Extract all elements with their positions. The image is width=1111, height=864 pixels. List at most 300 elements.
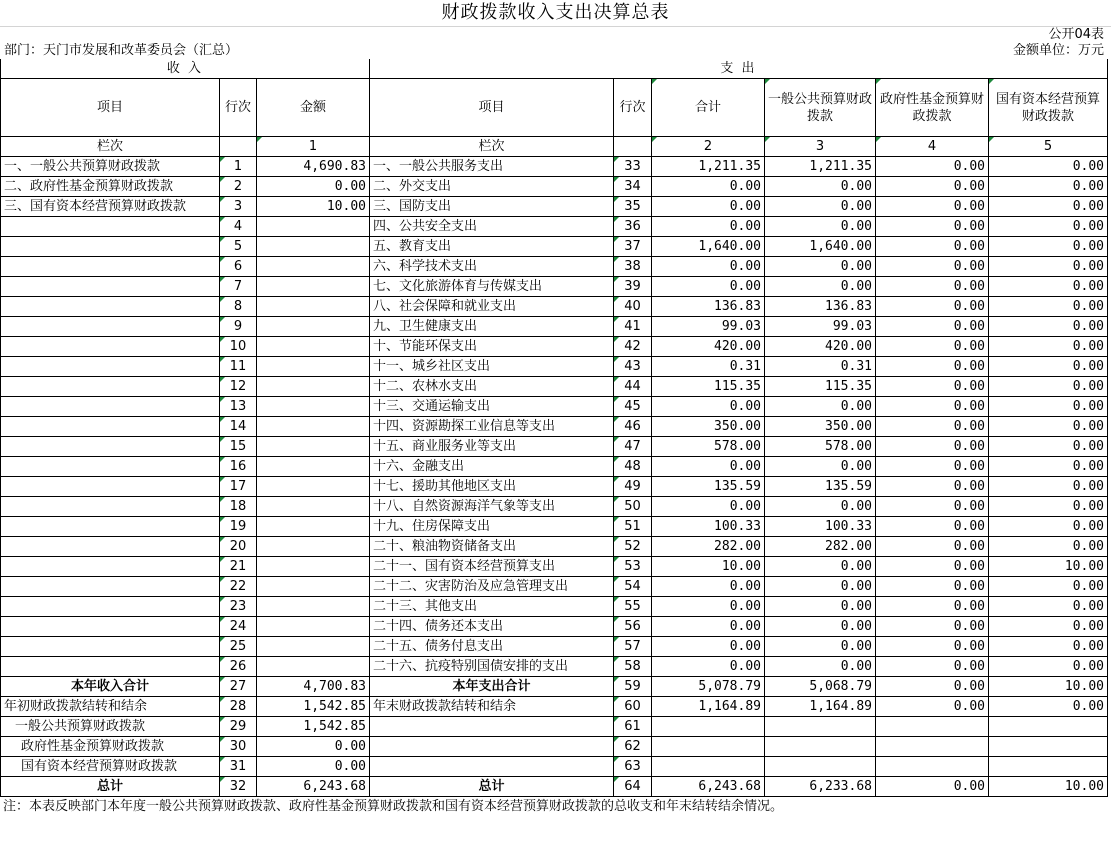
expense-total: 0.00 [652, 457, 765, 477]
expense-item [370, 737, 614, 757]
table-row [1, 237, 1108, 257]
income-col-index-label: 栏次 [1, 137, 220, 157]
expense-gov-fund [876, 757, 989, 777]
expense-col-index-label: 栏次 [370, 137, 614, 157]
expense-state-capital: 0.00 [989, 357, 1108, 377]
expense-gov-fund [876, 717, 989, 737]
income-item: 总计 [1, 777, 220, 797]
income-amount [257, 337, 370, 357]
expense-line-no: 45 [614, 397, 652, 417]
expense-item: 二十六、抗疫特别国债安排的支出 [370, 657, 614, 677]
expense-general-budget: 0.00 [765, 457, 876, 477]
table-row [1, 357, 1108, 377]
expense-item: 四、公共安全支出 [370, 217, 614, 237]
income-line-no: 27 [220, 677, 257, 697]
income-item [1, 297, 220, 317]
table-row [1, 397, 1108, 417]
expense-total: 0.00 [652, 397, 765, 417]
expense-state-capital: 0.00 [989, 377, 1108, 397]
income-line-no: 5 [220, 237, 257, 257]
expense-state-capital: 0.00 [989, 417, 1108, 437]
expense-total: 0.00 [652, 257, 765, 277]
income-amount-header: 金额 [257, 79, 370, 137]
income-item [1, 637, 220, 657]
table-row [1, 657, 1108, 677]
expense-total: 0.00 [652, 617, 765, 637]
expense-gov-fund: 0.00 [876, 477, 989, 497]
table-row [1, 197, 1108, 217]
expense-item: 一、一般公共服务支出 [370, 157, 614, 177]
expense-line-no: 35 [614, 197, 652, 217]
income-amount [257, 557, 370, 577]
income-amount: 4,690.83 [257, 157, 370, 177]
expense-gov-fund: 0.00 [876, 177, 989, 197]
expense-total: 578.00 [652, 437, 765, 457]
income-amount [257, 437, 370, 457]
income-amount: 4,700.83 [257, 677, 370, 697]
expense-general-budget: 0.00 [765, 497, 876, 517]
expense-total: 420.00 [652, 337, 765, 357]
fiscal-summary-table [0, 26, 1108, 797]
income-item [1, 537, 220, 557]
expense-state-capital [989, 737, 1108, 757]
expense-item: 五、教育支出 [370, 237, 614, 257]
expense-state-capital: 0.00 [989, 597, 1108, 617]
expense-state-capital [989, 717, 1108, 737]
expense-line-no: 39 [614, 277, 652, 297]
expense-line-no: 63 [614, 757, 652, 777]
income-line-no: 15 [220, 437, 257, 457]
expense-total: 115.35 [652, 377, 765, 397]
income-item: 一、一般公共预算财政拨款 [1, 157, 220, 177]
expense-total: 6,243.68 [652, 777, 765, 797]
expense-item-header: 项目 [370, 79, 614, 137]
income-amount [257, 477, 370, 497]
expense-state-capital: 0.00 [989, 277, 1108, 297]
expense-gov-fund: 0.00 [876, 677, 989, 697]
expense-gov-fund: 0.00 [876, 257, 989, 277]
department-label: 部门：天门市发展和改革委员会（汇总） [4, 43, 239, 58]
income-item [1, 557, 220, 577]
expense-gov-fund: 0.00 [876, 617, 989, 637]
expense-item: 二、外交支出 [370, 177, 614, 197]
income-item [1, 397, 220, 417]
expense-general-budget: 0.00 [765, 197, 876, 217]
expense-gov-fund: 0.00 [876, 457, 989, 477]
income-item: 二、政府性基金预算财政拨款 [1, 177, 220, 197]
expense-gov-fund: 0.00 [876, 557, 989, 577]
expense-total: 350.00 [652, 417, 765, 437]
expense-line-no: 62 [614, 737, 652, 757]
expense-general-budget: 0.31 [765, 357, 876, 377]
expense-line-no: 58 [614, 657, 652, 677]
income-line-no: 20 [220, 537, 257, 557]
expense-general-budget: 578.00 [765, 437, 876, 457]
expense-state-capital: 0.00 [989, 497, 1108, 517]
table-row [1, 417, 1108, 437]
expense-item: 总计 [370, 777, 614, 797]
expense-total: 136.83 [652, 297, 765, 317]
expense-item: 十七、援助其他地区支出 [370, 477, 614, 497]
income-item [1, 277, 220, 297]
expense-general-budget: 5,068.79 [765, 677, 876, 697]
income-line-no: 32 [220, 777, 257, 797]
expense-line-no: 33 [614, 157, 652, 177]
expense-general-budget: 0.00 [765, 597, 876, 617]
table-row [1, 277, 1108, 297]
expense-total: 0.00 [652, 577, 765, 597]
expense-general-budget: 0.00 [765, 617, 876, 637]
expense-state-capital: 0.00 [989, 317, 1108, 337]
expense-section-header: 支 出 [370, 59, 1108, 79]
income-line-no: 21 [220, 557, 257, 577]
income-col-index-amount: 1 [257, 137, 370, 157]
income-item: 政府性基金预算财政拨款 [1, 737, 220, 757]
income-line-header: 行次 [220, 79, 257, 137]
expense-total [652, 737, 765, 757]
income-amount [257, 377, 370, 397]
expense-general-budget: 99.03 [765, 317, 876, 337]
income-line-no: 11 [220, 357, 257, 377]
expense-gov-fund: 0.00 [876, 417, 989, 437]
expense-total: 0.00 [652, 657, 765, 677]
income-item: 年初财政拨款结转和结余 [1, 697, 220, 717]
expense-item: 十四、资源勘探工业信息等支出 [370, 417, 614, 437]
expense-gov-fund: 0.00 [876, 337, 989, 357]
expense-state-capital: 0.00 [989, 637, 1108, 657]
expense-item: 三、国防支出 [370, 197, 614, 217]
expense-general-budget: 0.00 [765, 577, 876, 597]
expense-col-index-capital: 5 [989, 137, 1108, 157]
income-line-no: 13 [220, 397, 257, 417]
expense-general-budget: 135.59 [765, 477, 876, 497]
expense-line-no: 57 [614, 637, 652, 657]
income-amount: 6,243.68 [257, 777, 370, 797]
expense-total-header: 合计 [652, 79, 765, 137]
expense-gov-fund: 0.00 [876, 577, 989, 597]
expense-gov-fund: 0.00 [876, 697, 989, 717]
income-line-no: 28 [220, 697, 257, 717]
expense-item: 十二、农林水支出 [370, 377, 614, 397]
expense-gov-fund: 0.00 [876, 537, 989, 557]
income-line-no: 7 [220, 277, 257, 297]
income-line-no: 14 [220, 417, 257, 437]
table-row [1, 317, 1108, 337]
table-row [1, 497, 1108, 517]
expense-line-no: 41 [614, 317, 652, 337]
expense-item: 二十二、灾害防治及应急管理支出 [370, 577, 614, 597]
table-row [1, 557, 1108, 577]
expense-general-budget: 0.00 [765, 177, 876, 197]
expense-gov-fund: 0.00 [876, 597, 989, 617]
expense-line-no: 43 [614, 357, 652, 377]
income-line-no: 30 [220, 737, 257, 757]
expense-line-no: 54 [614, 577, 652, 597]
expense-state-capital: 10.00 [989, 557, 1108, 577]
income-amount [257, 497, 370, 517]
expense-state-capital: 0.00 [989, 197, 1108, 217]
table-row [1, 517, 1108, 537]
expense-gov-fund: 0.00 [876, 517, 989, 537]
expense-total: 282.00 [652, 537, 765, 557]
expense-state-capital: 0.00 [989, 477, 1108, 497]
income-section-header: 收 入 [1, 59, 370, 79]
income-amount [257, 517, 370, 537]
expense-line-no: 59 [614, 677, 652, 697]
expense-item: 二十三、其他支出 [370, 597, 614, 617]
expense-general-budget: 282.00 [765, 537, 876, 557]
income-amount [257, 537, 370, 557]
table-row [1, 677, 1108, 697]
expense-line-no: 36 [614, 217, 652, 237]
income-item [1, 237, 220, 257]
expense-item: 十八、自然资源海洋气象等支出 [370, 497, 614, 517]
income-line-no: 22 [220, 577, 257, 597]
expense-total [652, 757, 765, 777]
expense-line-no: 60 [614, 697, 652, 717]
income-item [1, 477, 220, 497]
unit-label: 金额单位：万元 [1012, 43, 1104, 58]
income-line-no: 2 [220, 177, 257, 197]
expense-item: 十一、城乡社区支出 [370, 357, 614, 377]
expense-item: 本年支出合计 [370, 677, 614, 697]
table-row [1, 437, 1108, 457]
expense-general-budget: 0.00 [765, 557, 876, 577]
expense-item: 十六、金融支出 [370, 457, 614, 477]
expense-line-no: 56 [614, 617, 652, 637]
expense-gov-fund: 0.00 [876, 237, 989, 257]
expense-line-no: 64 [614, 777, 652, 797]
income-amount [257, 317, 370, 337]
expense-general-budget: 115.35 [765, 377, 876, 397]
expense-line-no: 38 [614, 257, 652, 277]
expense-state-capital: 0.00 [989, 537, 1108, 557]
income-item [1, 357, 220, 377]
expense-state-capital: 0.00 [989, 697, 1108, 717]
income-amount: 1,542.85 [257, 697, 370, 717]
table-row [1, 377, 1108, 397]
expense-state-capital: 0.00 [989, 177, 1108, 197]
expense-item: 年末财政拨款结转和结余 [370, 697, 614, 717]
income-amount: 0.00 [257, 757, 370, 777]
page-title: 财政拨款收入支出决算总表 [0, 0, 1111, 27]
income-item: 一般公共预算财政拨款 [1, 717, 220, 737]
expense-general-budget: 0.00 [765, 277, 876, 297]
income-amount [257, 417, 370, 437]
table-row [1, 597, 1108, 617]
expense-state-capital: 0.00 [989, 437, 1108, 457]
expense-line-no: 53 [614, 557, 652, 577]
table-row [1, 617, 1108, 637]
income-amount [257, 617, 370, 637]
income-item [1, 517, 220, 537]
expense-item [370, 757, 614, 777]
expense-gov-fund: 0.00 [876, 657, 989, 677]
expense-line-no: 51 [614, 517, 652, 537]
expense-general-budget: 100.33 [765, 517, 876, 537]
expense-general-budget: 350.00 [765, 417, 876, 437]
expense-total: 1,211.35 [652, 157, 765, 177]
expense-item: 八、社会保障和就业支出 [370, 297, 614, 317]
table-row [1, 717, 1108, 737]
expense-total: 0.00 [652, 637, 765, 657]
expense-line-no: 49 [614, 477, 652, 497]
income-line-no: 18 [220, 497, 257, 517]
income-item [1, 577, 220, 597]
expense-col-index-general: 3 [765, 137, 876, 157]
expense-col-index-total: 2 [652, 137, 765, 157]
expense-total: 0.00 [652, 277, 765, 297]
expense-total: 1,640.00 [652, 237, 765, 257]
expense-general-budget: 1,640.00 [765, 237, 876, 257]
expense-total: 1,164.89 [652, 697, 765, 717]
income-amount: 0.00 [257, 737, 370, 757]
expense-state-capital: 0.00 [989, 517, 1108, 537]
income-amount [257, 257, 370, 277]
income-amount [257, 277, 370, 297]
table-row [1, 577, 1108, 597]
expense-general-budget: 136.83 [765, 297, 876, 317]
table-row [1, 697, 1108, 717]
expense-line-no: 42 [614, 337, 652, 357]
income-item-header: 项目 [1, 79, 220, 137]
expense-total: 99.03 [652, 317, 765, 337]
expense-general-budget: 0.00 [765, 637, 876, 657]
state-capital-header: 国有资本经营预算财政拨款 [989, 79, 1108, 137]
expense-total: 0.31 [652, 357, 765, 377]
expense-col-index-fund: 4 [876, 137, 989, 157]
income-amount [257, 657, 370, 677]
expense-item: 十九、住房保障支出 [370, 517, 614, 537]
income-line-no: 25 [220, 637, 257, 657]
income-line-no: 23 [220, 597, 257, 617]
income-line-no: 4 [220, 217, 257, 237]
income-amount [257, 597, 370, 617]
table-row [1, 757, 1108, 777]
expense-total: 135.59 [652, 477, 765, 497]
income-item [1, 217, 220, 237]
expense-item: 二十四、债务还本支出 [370, 617, 614, 637]
expense-total [652, 717, 765, 737]
expense-gov-fund: 0.00 [876, 637, 989, 657]
expense-state-capital: 0.00 [989, 237, 1108, 257]
expense-gov-fund: 0.00 [876, 317, 989, 337]
expense-state-capital: 0.00 [989, 217, 1108, 237]
expense-state-capital [989, 757, 1108, 777]
expense-state-capital: 0.00 [989, 297, 1108, 317]
income-amount: 0.00 [257, 177, 370, 197]
general-budget-header: 一般公共预算财政拨款 [765, 79, 876, 137]
expense-item [370, 717, 614, 737]
expense-general-budget: 1,164.89 [765, 697, 876, 717]
expense-item: 七、文化旅游体育与传媒支出 [370, 277, 614, 297]
income-line-no: 17 [220, 477, 257, 497]
table-row [1, 477, 1108, 497]
expense-general-budget: 1,211.35 [765, 157, 876, 177]
income-item [1, 497, 220, 517]
expense-total: 0.00 [652, 177, 765, 197]
income-amount: 1,542.85 [257, 717, 370, 737]
expense-gov-fund: 0.00 [876, 357, 989, 377]
expense-gov-fund [876, 737, 989, 757]
expense-total: 0.00 [652, 217, 765, 237]
expense-item: 二十五、债务付息支出 [370, 637, 614, 657]
expense-line-no: 46 [614, 417, 652, 437]
income-amount: 10.00 [257, 197, 370, 217]
expense-gov-fund: 0.00 [876, 397, 989, 417]
expense-gov-fund: 0.00 [876, 377, 989, 397]
expense-item: 六、科学技术支出 [370, 257, 614, 277]
expense-item: 二十、粮油物资储备支出 [370, 537, 614, 557]
expense-line-no: 61 [614, 717, 652, 737]
expense-state-capital: 0.00 [989, 157, 1108, 177]
income-line-no: 24 [220, 617, 257, 637]
income-item [1, 597, 220, 617]
expense-item: 十、节能环保支出 [370, 337, 614, 357]
income-item: 国有资本经营预算财政拨款 [1, 757, 220, 777]
income-amount [257, 357, 370, 377]
table-row [1, 177, 1108, 197]
expense-total: 0.00 [652, 197, 765, 217]
expense-line-no: 44 [614, 377, 652, 397]
table-note: 注：本表反映部门本年度一般公共预算财政拨款、政府性基金预算财政拨款和国有资本经营预算财政拨款的总收支和年末结转结余情况。 [3, 799, 784, 814]
table-row [1, 457, 1108, 477]
expense-item: 十三、交通运输支出 [370, 397, 614, 417]
income-amount [257, 217, 370, 237]
expense-state-capital: 0.00 [989, 617, 1108, 637]
expense-state-capital: 0.00 [989, 397, 1108, 417]
expense-line-no: 34 [614, 177, 652, 197]
expense-line-no: 50 [614, 497, 652, 517]
expense-gov-fund: 0.00 [876, 217, 989, 237]
income-item [1, 337, 220, 357]
expense-line-no: 47 [614, 437, 652, 457]
income-item [1, 457, 220, 477]
table-row [1, 737, 1108, 757]
form-id: 公开04表 [1048, 27, 1104, 42]
expense-general-budget [765, 757, 876, 777]
income-item [1, 377, 220, 397]
table-row [1, 157, 1108, 177]
expense-total: 100.33 [652, 517, 765, 537]
expense-gov-fund: 0.00 [876, 297, 989, 317]
income-amount [257, 397, 370, 417]
income-amount [257, 297, 370, 317]
expense-gov-fund: 0.00 [876, 157, 989, 177]
gov-fund-header: 政府性基金预算财政拨款 [876, 79, 989, 137]
expense-general-budget: 0.00 [765, 657, 876, 677]
expense-line-no: 40 [614, 297, 652, 317]
expense-general-budget: 420.00 [765, 337, 876, 357]
income-item: 三、国有资本经营预算财政拨款 [1, 197, 220, 217]
expense-line-no: 37 [614, 237, 652, 257]
table-row [1, 217, 1108, 237]
income-item [1, 417, 220, 437]
expense-gov-fund: 0.00 [876, 777, 989, 797]
income-item [1, 657, 220, 677]
expense-general-budget: 0.00 [765, 217, 876, 237]
expense-total: 5,078.79 [652, 677, 765, 697]
income-amount [257, 637, 370, 657]
expense-state-capital: 0.00 [989, 577, 1108, 597]
expense-general-budget [765, 737, 876, 757]
expense-line-no: 55 [614, 597, 652, 617]
income-item [1, 257, 220, 277]
expense-total: 0.00 [652, 497, 765, 517]
expense-gov-fund: 0.00 [876, 277, 989, 297]
expense-line-no: 52 [614, 537, 652, 557]
table-row [1, 297, 1108, 317]
